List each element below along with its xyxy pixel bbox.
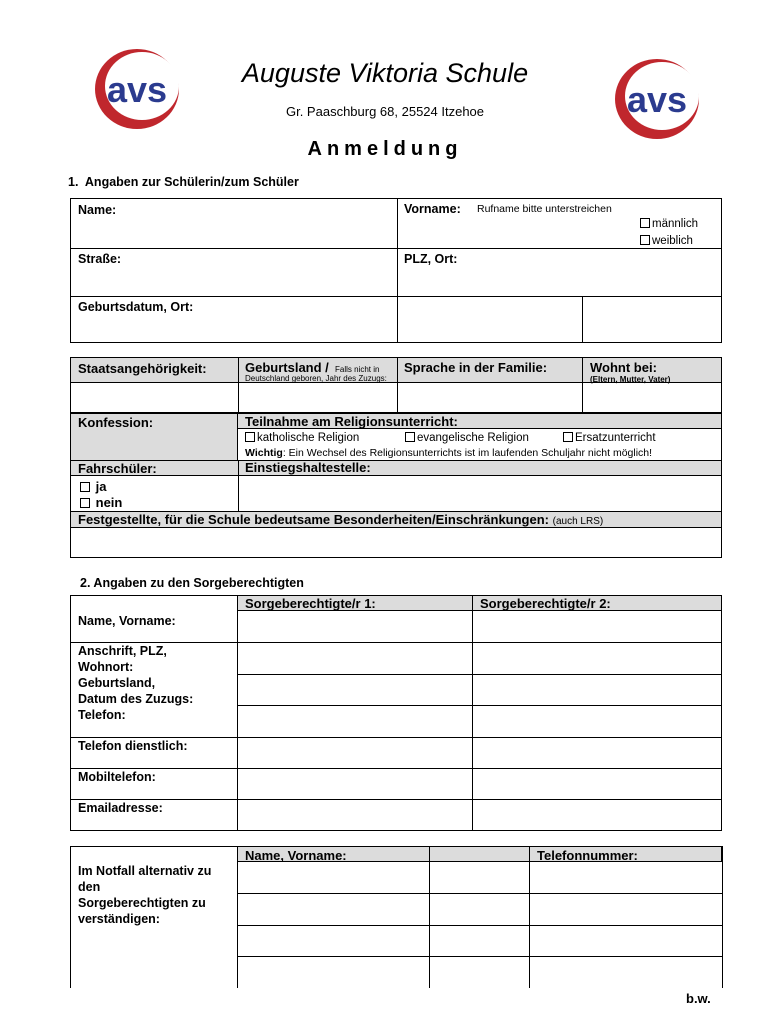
geburtsland-note-2: Deutschland geboren, Jahr des Zuzugs: [245,374,387,383]
geburtsdatum-label: Geburtsdatum, Ort: [78,300,194,314]
checkbox-icon [80,498,90,508]
gender-male-option[interactable]: männlich [640,218,698,230]
staat-label: Staatsangehörigkeit: [78,361,207,376]
guardian-name-label: Name, Vorname: [78,614,176,628]
section2-heading: 2. Angaben zu den Sorgeberechtigten [80,576,304,590]
konfession-label: Konfession: [78,415,154,430]
fahrschueler-header-row [70,460,722,476]
geburtsland-note: Falls nicht in [335,365,380,374]
checkbox-icon [640,218,650,228]
guardian1-header: Sorgeberechtigte/r 1: [245,596,376,611]
page-turn-note: b.w. [686,991,711,1006]
school-name: Auguste Viktoria Schule [241,58,529,88]
student-basic-table [70,198,722,343]
fahrschueler-ja-option[interactable]: ja [80,479,106,494]
sprache-label: Sprache in der Familie: [404,360,548,375]
checkbox-icon [245,432,255,442]
name-label: Name: [78,203,117,217]
guardian-work-phone-label: Telefon dienstlich: [78,739,188,753]
fahrschueler-nein-option[interactable]: nein [80,495,122,510]
vorname-note: Rufname bitte unterstreichen [477,203,612,215]
form-title: Anmeldung [307,138,463,160]
checkbox-icon [563,432,573,442]
vorname-label: Vorname: [404,202,461,216]
logo-text: avs [106,69,168,110]
emergency-name-header: Name, Vorname: [245,848,347,863]
gender-female-option[interactable]: weiblich [640,235,693,247]
besonderheiten-label: Festgestellte, für die Schule bedeutsame Besonderheiten/Einschränkungen: (auch LRS) [78,512,604,527]
fahrschueler-value-row [70,475,722,512]
emergency-label: Im Notfall alternativ zu den Sorgeberechtigten zu verständigen: [78,864,212,926]
checkbox-icon [640,235,650,245]
religion-label: Teilnahme am Religionsunterricht: [245,414,458,429]
guardian-email-label: Emailadresse: [78,801,163,815]
strasse-label: Straße: [78,252,122,266]
religion-warning: Wichtig: Ein Wechsel des Religionsunterrichts ist im laufenden Schuljahr nicht möglich! [245,447,653,459]
wohnt-note: (Eltern, Mutter, Vater) [590,375,671,384]
wohnt-label: Wohnt bei: [590,360,657,375]
logo-text: avs [626,79,688,120]
guardian-address-label: Anschrift, PLZ, Wohnort: Geburtsland, Datum des Zuzugs: Telefon: [78,644,194,722]
einstieg-label: Einstiegshaltestelle: [245,460,371,475]
besonderheiten-value-row [70,527,722,558]
school-address: Gr. Paaschburg 68, 25524 Itzehoe [285,104,485,119]
fahrschueler-label: Fahrschüler: [78,461,157,476]
geburtsland-label: Geburtsland / [245,360,329,375]
religion-ersatz-option[interactable]: Ersatzunterricht [563,432,656,444]
section1-heading: 1. Angaben zur Schülerin/zum Schüler [68,175,299,189]
religion-evangelisch-option[interactable]: evangelische Religion [405,432,529,444]
origin-value-row [70,382,722,413]
guardian-mobile-label: Mobiltelefon: [78,770,156,784]
religion-katholisch-option[interactable]: katholische Religion [245,432,359,444]
checkbox-icon [405,432,415,442]
plz-label: PLZ, Ort: [404,252,458,266]
emergency-phone-header: Telefonnummer: [537,848,638,863]
guardian2-header: Sorgeberechtigte/r 2: [480,596,611,611]
checkbox-icon [80,482,90,492]
